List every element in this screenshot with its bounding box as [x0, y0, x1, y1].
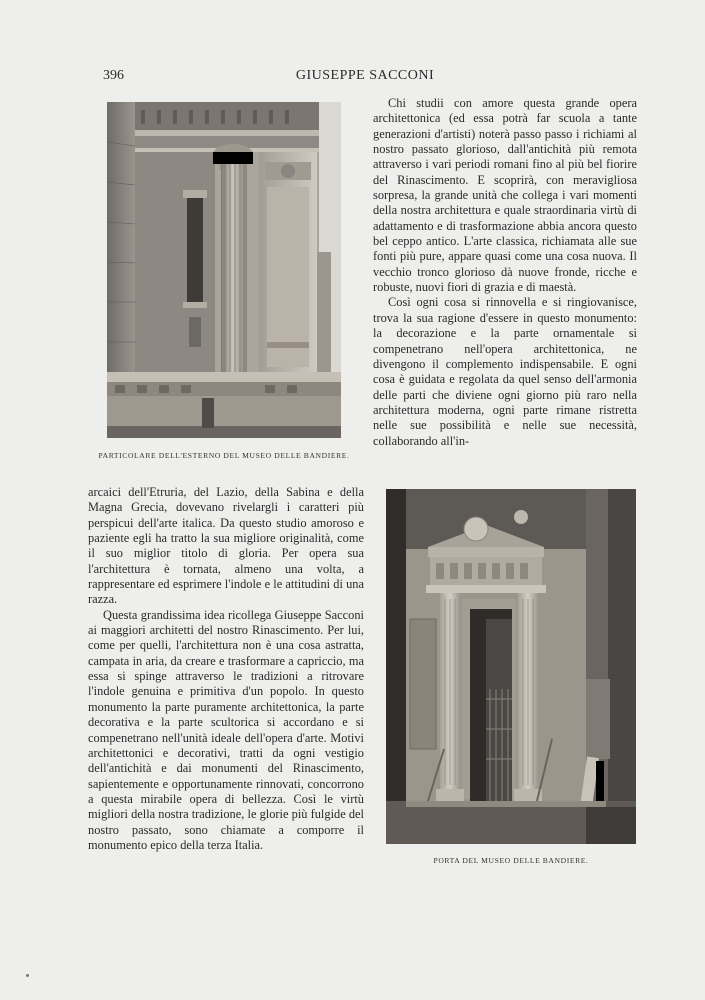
- paragraph: Questa grandissima idea ricollega Giuseppe Sacconi ai maggiori architetti del nostro Rinascimento. Per lui, come per quelli, l'architettura non è una cosa astratta, campata in aria, da creare e trasformare a capriccio, ma essa si spinge attraverso le tradizioni a ritrovare l'indole genuina e primitiva d'un popolo. In questo monumento la parte puramente architettonica, la parte decorativa e la parte scultorica si accordano e si compenetrano nell'unità ideale dell'opera d'arte. Motivi architettonici e decorativi, tratti da ogni vestigio dell'antichità e dai monumenti del Rinascimento, sapientemente e opportunamente rinnovati, concorrono a questa mirabile opera di bellezza. Così le virtù migliori della nostra tradizione, le glorie più fulgide del nostro passato, sono chiamate a comporre il monumento epico della terza Italia.: [88, 607, 364, 852]
- left-column-text: [88, 485, 364, 853]
- exterior-detail-illustration: [107, 102, 341, 438]
- museum-door-illustration: [386, 489, 636, 844]
- figure-caption-exterior: PARTICOLARE DELL'ESTERNO DEL MUSEO DELLE BANDIERE.: [98, 451, 350, 460]
- page-number: 396: [103, 68, 124, 83]
- paragraph: Chi studii con amore questa grande opera architettonica (ed essa potrà far scuola a tante generazioni d'artisti) noterà passo passo i richiami al nostro passato glorioso, dall'antichità più remota attraverso i vari periodi romani fino al più bel fiorire del Rinascimento. E scoprirà, con meravigliosa sorpresa, la grande unità che collega i vari momenti della nostra architettura e quale straordinaria virtù di adattamento e di trasformazione abbia ancora questo bel ceppo antico. L'arte classica, richiamata alle sue fonti più pure, appare quasi come una cosa nuova. Il vecchio tronco glorioso dà nuove fronde, ricche e robuste, nuovi fiori di grazia e di maestà.: [373, 96, 637, 295]
- photo-museum-door: [386, 489, 636, 844]
- photo-museum-exterior-detail: [107, 102, 341, 438]
- paragraph: arcaici dell'Etruria, del Lazio, della Sabina e della Magna Grecia, dovevano rivelargli i caratteri più perspicui dell'arte italica. Da questo studio amoroso e paziente egli ha tratto la sua migliore originalità, come il suo miglior titolo di gloria. Per opera sua l'architettura è tornata, almeno una volta, a rappresentare ed esprimere l'indole e le attitudini di una razza.: [88, 485, 364, 607]
- right-column-text: [373, 96, 637, 449]
- paper-speck: [26, 974, 29, 977]
- paragraph: Così ogni cosa si rinnovella e si ringiovanisce, trova la sua ragione d'essere in questo monumento: la decorazione e la parte ornamentale si compenetrano nell'opera architettonica, ne divengono il complemento indispensabile. E ogni cosa è guidata e regolata da quel senso dell'armonia delle parti che diviene ogni giorno più raro nella architettura moderna, ogni parte rimane ristretta nelle sue possibilità e nelle sue necessità, collaborando all'in-: [373, 295, 637, 448]
- figure-caption-door: PORTA DEL MUSEO DELLE BANDIERE.: [433, 856, 589, 865]
- running-title: GIUSEPPE SACCONI: [295, 68, 435, 83]
